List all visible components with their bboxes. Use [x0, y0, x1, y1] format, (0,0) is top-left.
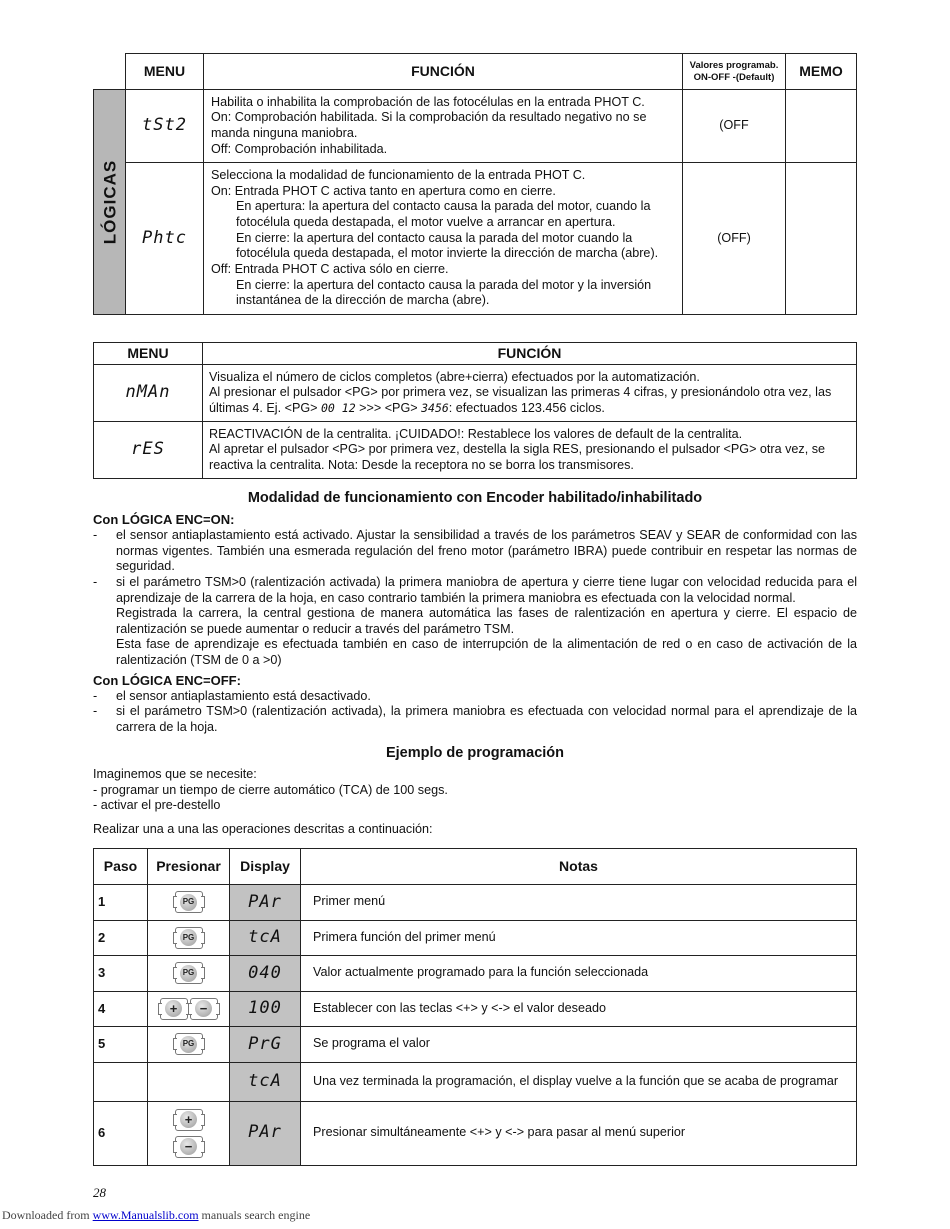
press-cell — [148, 885, 230, 921]
step-note: Una vez terminada la programación, el display vuelve a la función que se acaba de programar — [301, 1062, 857, 1101]
display-value: 100 — [230, 991, 301, 1027]
corner-cell — [94, 54, 126, 90]
manualslib-link[interactable]: www.Manualslib.com — [92, 1208, 199, 1222]
step-number: 3 — [94, 956, 148, 992]
display-value: PrG — [230, 1027, 301, 1063]
table-row — [94, 365, 857, 422]
display-value: PAr — [230, 1101, 301, 1165]
example-section — [93, 745, 857, 837]
header-memo: MEMO — [786, 54, 857, 90]
paragraph: Esta fase de aprendizaje es efectuada también en caso de interrupción de la alimentación de red o en caso de activación de la ralentización (TSM de 0 a >0) — [116, 637, 857, 667]
paragraph: Realizar una a una las operaciones descritas a continuación: — [93, 821, 433, 836]
minus-key-icon: − — [175, 1136, 203, 1158]
display-code: tSt2 — [126, 90, 204, 163]
paragraph: Registrada la carrera, la central gestiona de manera automática las fases de ralentización en apertura y cierre. El espacio de ralentización se puede aumentar o reducir a través del parámetro TSM. — [116, 606, 857, 636]
display-value: PAr — [230, 885, 301, 921]
default-value: (OFF) — [683, 163, 786, 315]
step-note: Establecer con las teclas <+> y <-> el valor deseado — [301, 991, 857, 1027]
menu-table-header — [94, 343, 857, 365]
list-item: - si el parámetro TSM>0 (ralentización activada) la primera maniobra de apertura y cierre tiene lugar con velocidad reducida para el aprendizaje de la carrera de la hoja, en caso contrario también la primera maniobra es efectuada con la velocidad normal. — [93, 574, 857, 605]
header-valores: Valores programab. ON-OFF -(Default) — [683, 54, 786, 90]
plus-key-icon: + — [175, 1109, 203, 1131]
list-item: - si el parámetro TSM>0 (ralentización activada), la primera maniobra es efectuada con velocidad normal para el aprendizaje de la carrera de la hoja. — [93, 704, 857, 734]
step-number: 4 — [94, 991, 148, 1027]
default-value: (OFF — [683, 90, 786, 163]
table-row — [94, 1027, 857, 1063]
step-note: Primer menú — [301, 885, 857, 921]
step-number: 1 — [94, 885, 148, 921]
list-item: - activar el pre-destello — [93, 798, 221, 813]
minus-key-icon: − — [190, 998, 218, 1020]
page-number: 28 — [93, 1185, 106, 1200]
pg-key-icon: PG — [175, 927, 203, 949]
enc-off-title: Con LÓGICA ENC=OFF: — [93, 672, 241, 688]
step-note: Se programa el valor — [301, 1027, 857, 1063]
press-cell — [148, 920, 230, 956]
press-cell — [148, 991, 230, 1027]
logic-table-header — [94, 54, 857, 90]
display-code: Phtc — [126, 163, 204, 315]
header-presionar: Presionar — [148, 849, 230, 885]
display-code: rES — [94, 422, 203, 479]
step-number — [94, 1062, 148, 1101]
press-cell — [148, 956, 230, 992]
menu-table — [93, 342, 857, 479]
programming-table-header — [94, 849, 857, 885]
programming-table — [93, 848, 857, 1166]
display-value: tcA — [230, 1062, 301, 1101]
download-footer: Downloaded from www.Manualslib.com manuals search engine — [2, 1208, 311, 1222]
step-note: Presionar simultáneamente <+> y <-> para pasar al menú superior — [301, 1101, 857, 1165]
display-code: nMAn — [94, 365, 203, 422]
side-label: LÓGICAS — [99, 159, 119, 245]
display-value: 040 — [230, 956, 301, 992]
logic-table — [93, 53, 857, 315]
section-title: Modalidad de funcionamiento con Encoder habilitado/inhabilitado — [247, 490, 703, 506]
memo-cell — [786, 163, 857, 315]
press-cell — [148, 1027, 230, 1063]
list-item: - el sensor antiaplastamiento está desactivado. — [93, 688, 371, 703]
table-row — [94, 956, 857, 992]
lcd-example: 00 12 — [321, 400, 356, 415]
press-cell — [148, 1101, 230, 1165]
header-funcion: FUNCIÓN — [204, 54, 683, 90]
list-item: - el sensor antiaplastamiento está activado. Ajustar la sensibilidad a través de los parámetros SEAV y SEAR de conformidad con las normas vigentes. También una esmerada regulación del freno motor (parámetro IBRA) puede contribuir en respetar las normas de seguridad. — [93, 528, 857, 574]
press-cell — [148, 1062, 230, 1101]
enc-on-title: Con LÓGICA ENC=ON: — [93, 511, 235, 527]
table-row — [94, 991, 857, 1027]
function-description: Selecciona la modalidad de funcionamiento de la entrada PHOT C. On: Entrada PHOT C activa tanto en apertura como en cierre. En apertura: la apertura del contacto causa la parada del motor, cuando la fotocélula queda destapada, el motor vuelve a arrancar en apertura. En cierre: la apertura del contacto causa la parada del motor cuando la fotocélula queda destapada, el motor invierte la dirección de marcha (abre). Off: Entrada PHOT C activa sólo en cierre. En cierre: la apertura del contacto causa la parada del motor y la inversión instantánea de la dirección de marcha (abre). — [204, 163, 683, 315]
paragraph: Imaginemos que se necesite: — [93, 766, 257, 781]
list-item: - programar un tiempo de cierre automático (TCA) de 100 segs. — [93, 782, 448, 797]
step-number: 5 — [94, 1027, 148, 1063]
encoder-section — [93, 490, 857, 736]
memo-cell — [786, 90, 857, 163]
lcd-example: 3456 — [421, 400, 449, 415]
table-row — [94, 885, 857, 921]
plus-key-icon: + — [160, 998, 188, 1020]
table-row — [94, 90, 857, 163]
header-menu: MENU — [126, 54, 204, 90]
table-row — [94, 163, 857, 315]
header-menu: MENU — [94, 343, 203, 365]
side-label-cell — [94, 90, 126, 315]
pg-key-icon: PG — [175, 1033, 203, 1055]
table-row — [94, 920, 857, 956]
function-description: Habilita o inhabilita la comprobación de las fotocélulas en la entrada PHOT C. On: Comprobación habilitada. Si la comprobación da resultado negativo no se manda ninguna maniobra. Off: Comprobación inhabilitada. — [204, 90, 683, 163]
pg-key-icon: PG — [175, 962, 203, 984]
table-row — [94, 1062, 857, 1101]
step-number: 6 — [94, 1101, 148, 1165]
table-row — [94, 1101, 857, 1165]
step-number: 2 — [94, 920, 148, 956]
display-value: tcA — [230, 920, 301, 956]
header-display: Display — [230, 849, 301, 885]
header-funcion: FUNCIÓN — [203, 343, 857, 365]
table-row — [94, 422, 857, 479]
function-description: Visualiza el número de ciclos completos (abre+cierra) efectuados por la automatización. Al presionar el pulsador <PG> por primera vez, se visualizan las primeras 4 cifras, y presionándolo otra vez, las últimas 4. Ej. <PG> 00 12 >>> <PG> 3456: efectuados 123.456 ciclos. — [203, 365, 857, 422]
section-title: Ejemplo de programación — [385, 745, 565, 761]
header-paso: Paso — [94, 849, 148, 885]
step-note: Valor actualmente programado para la función seleccionada — [301, 956, 857, 992]
step-note: Primera función del primer menú — [301, 920, 857, 956]
function-description: REACTIVACIÓN de la centralita. ¡CUIDADO!: Restablece los valores de default de la centralita. Al apretar el pulsador <PG> por primera vez, destella la sigla RES, presionando el pulsador <PG> otra vez, se reactiva la centralita. Nota: Desde la receptora no se borra los transmisores. — [203, 422, 857, 479]
header-notas: Notas — [301, 849, 857, 885]
pg-key-icon: PG — [175, 891, 203, 913]
